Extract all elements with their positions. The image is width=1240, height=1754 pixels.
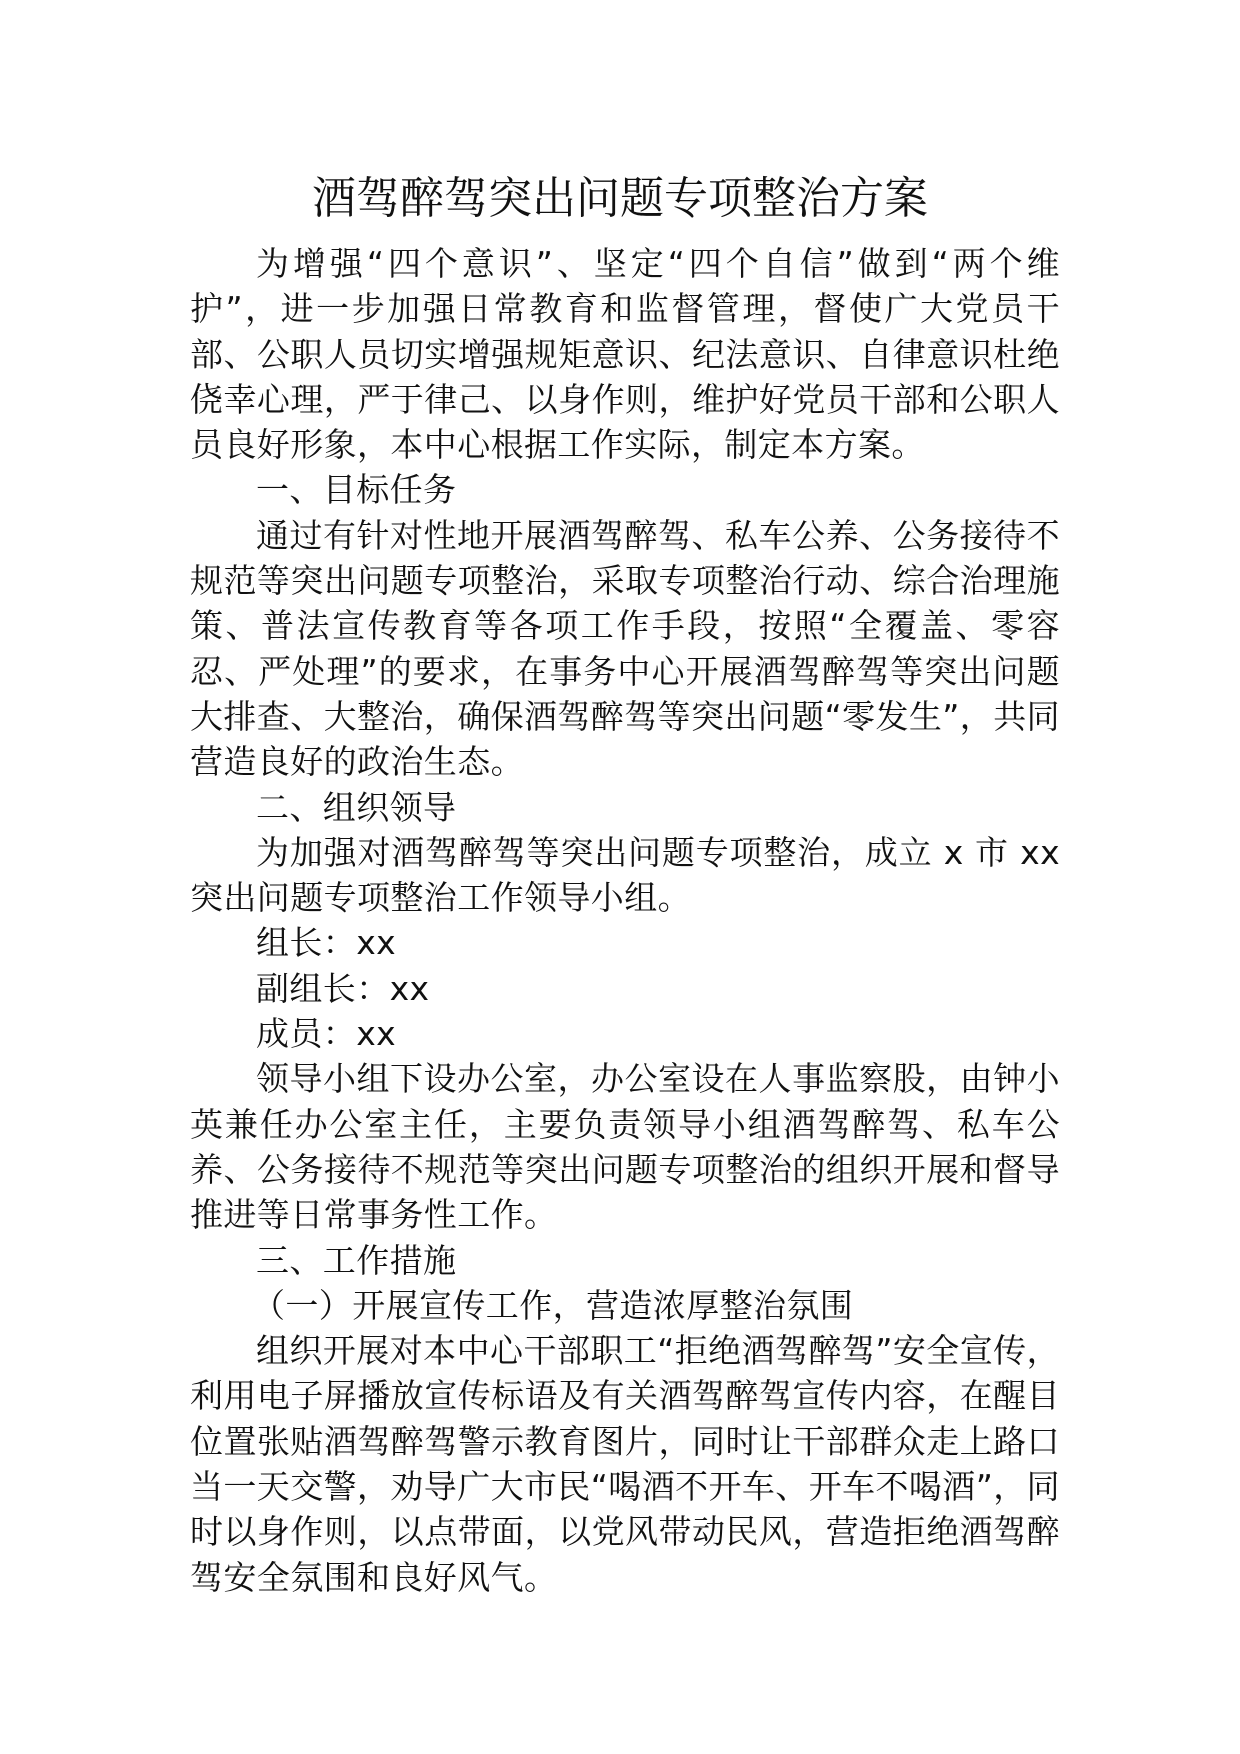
publicity-paragraph: 组织开展对本中心干部职工“拒绝酒驾醉驾”安全宣传，利用电子屏播放宣传标语及有关酒驾醉驾宣传内容，在醒目位置张贴酒驾醉驾警示教育图片，同时让干部群众走上路口当一天交警，劝导广大市民“喝酒不开车、开车不喝酒”，同时以身作则，以点带面，以党风带动民风，营造拒绝酒驾醉驾安全氛围和良好风气。 bbox=[190, 1331, 1060, 1597]
group-leader-line: 组长：xx bbox=[256, 923, 397, 963]
intro-paragraph: 为增强“四个意识”、坚定“四个自信”做到“两个维护”，进一步加强日常教育和监督管理，督使广大党员干部、公职人员切实增强规矩意识、纪法意识、自律意识杜绝侥幸心理，严于律己、以身作则，维护好党员干部和公职人员良好形象，本中心根据工作实际，制定本方案。 bbox=[190, 244, 1060, 465]
targets-paragraph: 通过有针对性地开展酒驾醉驾、私车公养、公务接待不规范等突出问题专项整治，采取专项整治行动、综合治理施策、普法宣传教育等各项工作手段，按照“全覆盖、零容忍、严处理”的要求，在事务中心开展酒驾醉驾等突出问题大排查、大整治，确保酒驾醉驾等突出问题“零发生”，共同营造良好的政治生态。 bbox=[190, 515, 1060, 782]
section-heading-leadership: 二、组织领导 bbox=[256, 787, 457, 827]
leadership-paragraph: 为加强对酒驾醉驾等突出问题专项整治，成立 x 市 xx 突出问题专项整治工作领导小组。 bbox=[190, 832, 1060, 918]
section-heading-measures: 三、工作措施 bbox=[256, 1240, 457, 1280]
document-title: 酒驾醉驾突出问题专项整治方案 bbox=[312, 173, 928, 224]
office-paragraph: 领导小组下设办公室，办公室设在人事监察股，由钟小英兼任办公室主任，主要负责领导小组酒驾醉驾、私车公养、公务接待不规范等突出问题专项整治的组织开展和督导推进等日常事务性工作。 bbox=[190, 1059, 1060, 1235]
subsection-heading-publicity: （一）开展宣传工作，营造浓厚整治氛围 bbox=[252, 1285, 854, 1325]
document-body bbox=[190, 241, 1060, 1600]
deputy-leader-line: 副组长：xx bbox=[256, 968, 430, 1008]
section-heading-targets: 一、目标任务 bbox=[256, 470, 457, 510]
members-line: 成员：xx bbox=[256, 1014, 397, 1054]
